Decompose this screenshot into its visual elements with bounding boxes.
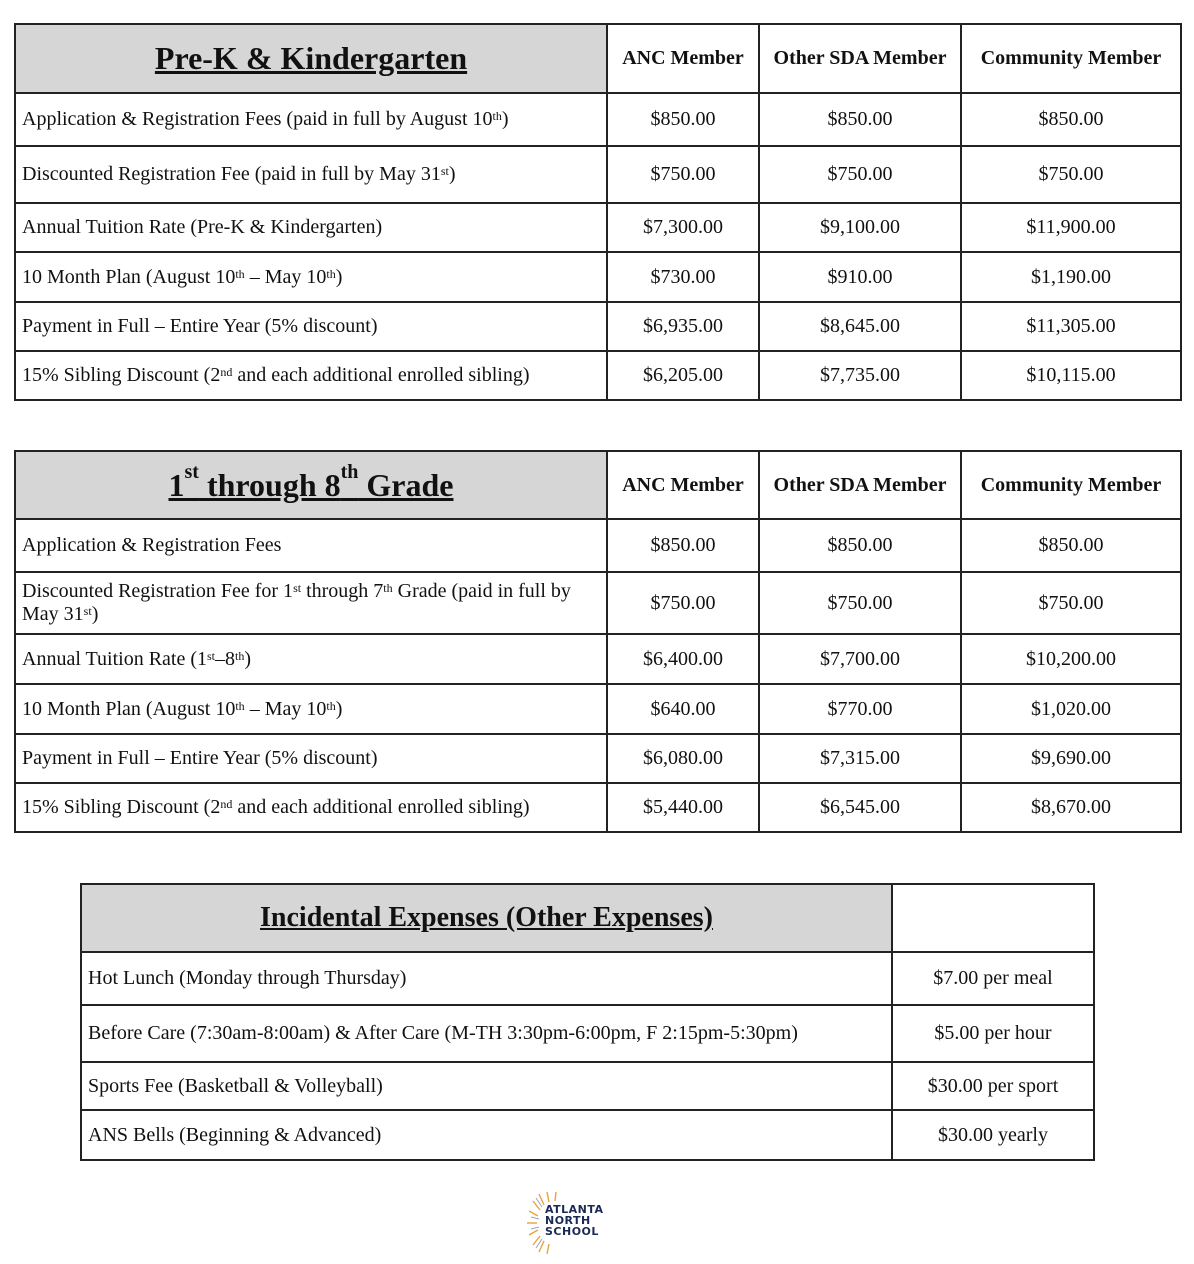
logo-text: [545, 1204, 604, 1237]
sda-value: $850.00: [759, 519, 961, 572]
table-row: [15, 572, 1181, 634]
community-value: $1,020.00: [961, 684, 1181, 734]
community-value: $850.00: [961, 93, 1181, 146]
expense-value: $5.00 per hour: [892, 1005, 1094, 1062]
expense-label: Hot Lunch (Monday through Thursday): [81, 952, 892, 1005]
community-value: $850.00: [961, 519, 1181, 572]
grades-title: 1st through 8th Grade: [15, 451, 607, 519]
incidental-header-blank: [892, 884, 1094, 952]
row-label: Application & Registration Fees (paid in full by August 10th): [15, 93, 607, 146]
expense-value: $30.00 per sport: [892, 1062, 1094, 1110]
sda-value: $7,735.00: [759, 351, 961, 400]
table-row: [81, 1062, 1094, 1110]
sda-value: $9,100.00: [759, 203, 961, 252]
expense-label: ANS Bells (Beginning & Advanced): [81, 1110, 892, 1160]
table-row: [15, 203, 1181, 252]
table-row: [15, 734, 1181, 783]
anc-value: $7,300.00: [607, 203, 759, 252]
prek-header-row: [15, 24, 1181, 93]
community-value: $750.00: [961, 572, 1181, 634]
table-row: [15, 146, 1181, 203]
anc-value: $750.00: [607, 572, 759, 634]
incidental-header-row: [81, 884, 1094, 952]
table-row: [15, 634, 1181, 684]
table-row: [15, 351, 1181, 400]
anc-value: $750.00: [607, 146, 759, 203]
grades-header-row: [15, 451, 1181, 519]
anc-value: $6,935.00: [607, 302, 759, 351]
anc-value: $6,205.00: [607, 351, 759, 400]
sda-value: $7,700.00: [759, 634, 961, 684]
sda-value: $850.00: [759, 93, 961, 146]
row-label: Annual Tuition Rate (Pre-K & Kindergarten): [15, 203, 607, 252]
row-label: Payment in Full – Entire Year (5% discount): [15, 734, 607, 783]
anc-value: $640.00: [607, 684, 759, 734]
row-label: 15% Sibling Discount (2nd and each additional enrolled sibling): [15, 351, 607, 400]
anc-value: $850.00: [607, 93, 759, 146]
prek-fee-table: [14, 23, 1182, 401]
expense-value: $7.00 per meal: [892, 952, 1094, 1005]
table-row: [15, 302, 1181, 351]
col-other-sda-member: Other SDA Member: [759, 451, 961, 519]
logo-line-1: ATLANTA: [545, 1203, 604, 1216]
anc-value: $5,440.00: [607, 783, 759, 832]
row-label: 15% Sibling Discount (2nd and each additional enrolled sibling): [15, 783, 607, 832]
table-row: [15, 93, 1181, 146]
anc-value: $6,080.00: [607, 734, 759, 783]
table-row: [15, 783, 1181, 832]
col-anc-member: ANC Member: [607, 24, 759, 93]
row-label: Payment in Full – Entire Year (5% discount): [15, 302, 607, 351]
community-value: $11,900.00: [961, 203, 1181, 252]
sda-value: $8,645.00: [759, 302, 961, 351]
community-value: $1,190.00: [961, 252, 1181, 302]
community-value: $11,305.00: [961, 302, 1181, 351]
incidental-expenses-table: [80, 883, 1095, 1161]
table-row: [81, 1110, 1094, 1160]
expense-value: $30.00 yearly: [892, 1110, 1094, 1160]
expense-label: Sports Fee (Basketball & Volleyball): [81, 1062, 892, 1110]
table-row: [15, 252, 1181, 302]
anc-value: $850.00: [607, 519, 759, 572]
atlanta-north-school-logo: [527, 1192, 603, 1254]
community-value: $8,670.00: [961, 783, 1181, 832]
sda-value: $910.00: [759, 252, 961, 302]
table-row: [81, 952, 1094, 1005]
table-row: [15, 519, 1181, 572]
sda-value: $7,315.00: [759, 734, 961, 783]
logo-line-3: SCHOOL: [545, 1225, 599, 1238]
col-anc-member: ANC Member: [607, 451, 759, 519]
row-label: Discounted Registration Fee (paid in full by May 31st): [15, 146, 607, 203]
row-label: Annual Tuition Rate (1st–8th): [15, 634, 607, 684]
row-label: 10 Month Plan (August 10th – May 10th): [15, 684, 607, 734]
expense-label: Before Care (7:30am-8:00am) & After Care (M-TH 3:30pm-6:00pm, F 2:15pm-5:30pm): [81, 1005, 892, 1062]
grades-fee-table: [14, 450, 1182, 833]
logo-line-2: NORTH: [545, 1214, 591, 1227]
sda-value: $750.00: [759, 146, 961, 203]
prek-title: Pre-K & Kindergarten: [15, 24, 607, 93]
anc-value: $6,400.00: [607, 634, 759, 684]
sda-value: $770.00: [759, 684, 961, 734]
community-value: $10,200.00: [961, 634, 1181, 684]
col-other-sda-member: Other SDA Member: [759, 24, 961, 93]
col-community-member: Community Member: [961, 451, 1181, 519]
community-value: $750.00: [961, 146, 1181, 203]
sda-value: $750.00: [759, 572, 961, 634]
table-row: [15, 684, 1181, 734]
row-label: 10 Month Plan (August 10th – May 10th): [15, 252, 607, 302]
sda-value: $6,545.00: [759, 783, 961, 832]
community-value: $10,115.00: [961, 351, 1181, 400]
table-row: [81, 1005, 1094, 1062]
row-label: Discounted Registration Fee for 1st through 7th Grade (paid in full by May 31st): [15, 572, 607, 634]
row-label: Application & Registration Fees: [15, 519, 607, 572]
incidental-title: Incidental Expenses (Other Expenses): [81, 884, 892, 952]
community-value: $9,690.00: [961, 734, 1181, 783]
col-community-member: Community Member: [961, 24, 1181, 93]
anc-value: $730.00: [607, 252, 759, 302]
